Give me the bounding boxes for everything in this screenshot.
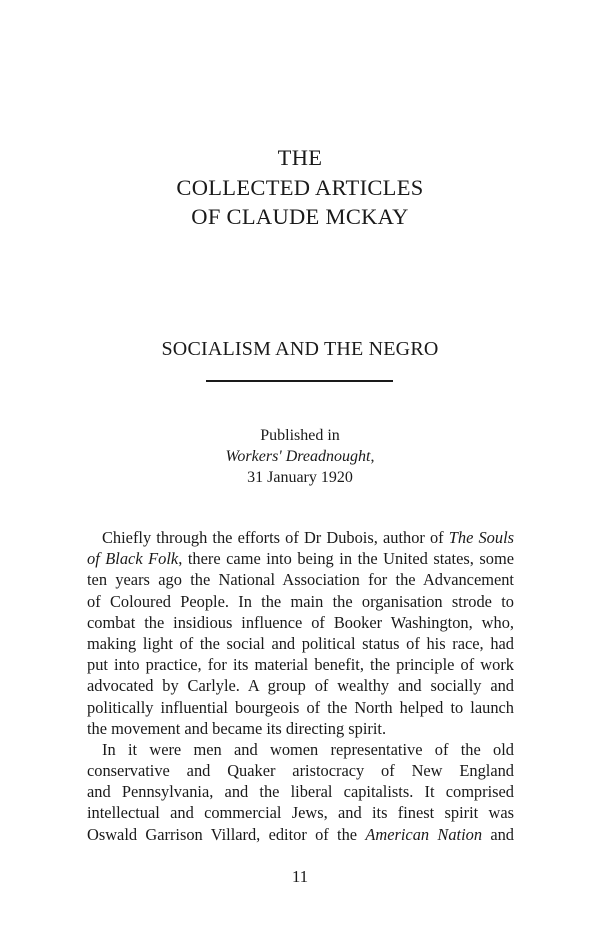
publication-date: 31 January 1920 <box>247 469 353 486</box>
body-line: put into practice, for its material benefit, the principle of work <box>87 655 514 675</box>
text-run: Chiefly through the efforts of Dr Dubois, author of <box>102 528 449 547</box>
body-line <box>87 548 514 569</box>
book-title-line-1: THE <box>277 145 323 170</box>
paragraph-2 <box>87 739 514 845</box>
publication-note-line-1: Published in <box>260 427 340 444</box>
body-line <box>87 824 514 845</box>
book-reference: of Black Folk <box>87 549 179 569</box>
book-reference: The Souls <box>448 528 515 547</box>
body-line <box>87 527 514 548</box>
paragraph-1 <box>87 527 514 739</box>
article-body <box>87 527 514 845</box>
body-line: and Pennsylvania, and the liberal capitalists. It comprised <box>87 782 514 802</box>
chapter-title: SOCIALISM AND THE NEGRO <box>161 338 439 360</box>
body-line: of Coloured People. In the main the organisation strode to <box>87 591 514 611</box>
publication-note <box>0 425 600 488</box>
text-run: and <box>482 824 514 844</box>
body-line: conservative and Quaker aristocracy of New England <box>87 761 514 781</box>
body-line: advocated by Carlyle. A group of wealthy and socially and <box>87 676 514 696</box>
page-number: 11 <box>291 867 309 886</box>
body-line: making light of the social and political status of his race, had <box>87 633 514 653</box>
publication-note-line-2 <box>0 446 600 467</box>
body-line: politically influential bourgeois of the North helped to launch <box>87 697 514 717</box>
book-title <box>0 143 600 232</box>
body-line: the movement and became its directing spirit. <box>87 718 387 738</box>
text-run: Oswald Garrison Villard, editor of the <box>87 824 366 844</box>
body-line: In it were men and women representative of the old <box>102 739 514 759</box>
body-line: intellectual and commercial Jews, and its finest spirit was <box>87 803 514 823</box>
text-run: , there came into being in the United states, some <box>178 549 514 569</box>
publication-name: Workers' Dreadnought <box>225 448 371 465</box>
publication-reference: American Nation <box>365 824 483 844</box>
book-title-line-2: COLLECTED ARTICLES <box>176 174 424 200</box>
body-line: combat the insidious influence of Booker Washington, who, <box>87 612 514 632</box>
title-divider-rule <box>206 380 393 382</box>
book-title-line-3: OF CLAUDE MCKAY <box>191 204 409 229</box>
body-line: ten years ago the National Association for the Advancement <box>87 570 514 590</box>
publication-suffix: , <box>370 448 375 465</box>
